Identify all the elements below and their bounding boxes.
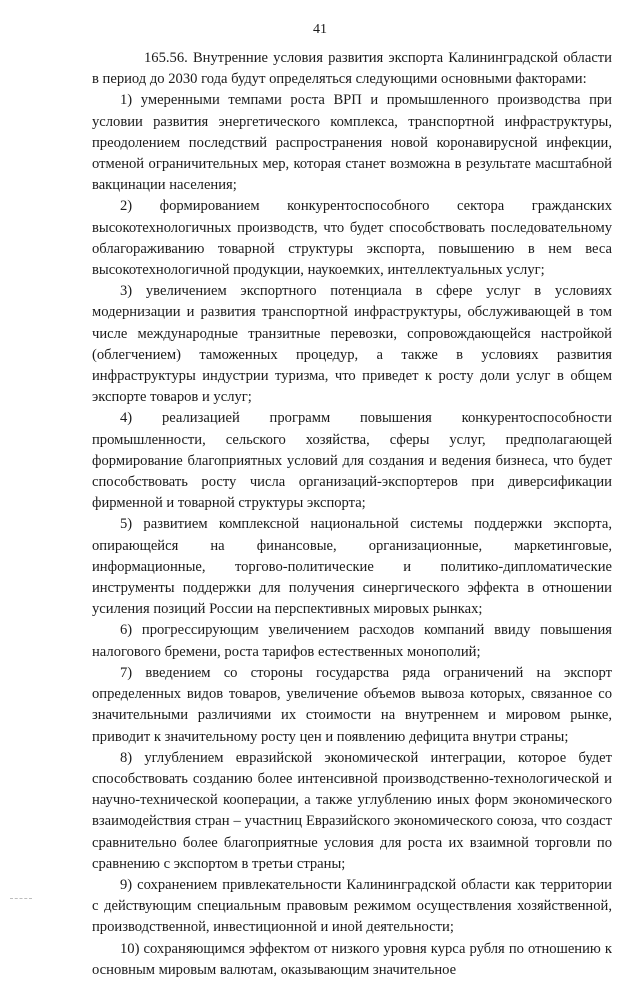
page-number: 41	[313, 22, 327, 37]
list-item-10: 10) сохраняющимся эффектом от низкого уровня курса рубля по отношению к основным мировым валютам, оказывающим значительное	[92, 940, 612, 978]
list-item-6: 6) прогрессирующим увеличением расходов компаний ввиду повышения налогового бремени, роста тарифов естественных монополий;	[92, 622, 612, 660]
list-item-8: 8) углублением евразийской экономической интеграции, которое будет способствовать созданию более интенсивной производственно-технологической и научно-технической кооперации, а также углублению иных форм экономического взаимодействия стран – участниц Евразийского экономического союза, что создаст сравнительно более благоприятные условия для роста их взаимной торговли по сравнению с экспортом в третьи страны;	[92, 749, 612, 872]
list-item-1: 1) умеренными темпами роста ВРП и промышленного производства при условии развития энергетического комплекса, транспортной инфраструктуры, преодолением последствий распространения новой коронавирусной инфекции, отменой ограничительных мер, которая станет возможна в результате масштабной вакцинации населения;	[92, 92, 612, 194]
list-item-2: 2) формированием конкурентоспособного сектора гражданских высокотехнологичных производств, что будет способствовать последовательному облагораживанию товарной структуры экспорта, повышению в нем веса высокотехнологичной продукции, наукоемких, интеллектуальных услуг;	[92, 198, 612, 279]
list-item-5: 5) развитием комплексной национальной системы поддержки экспорта, опирающейся на финансовые, организационные, маркетинговые, информационные, торгово-политические и политико-дипломатические инструменты поддержки для получения синергического эффекта в отношении усиления позиций России на перспективных мировых рынках;	[92, 516, 612, 618]
list-item-4: 4) реализацией программ повышения конкурентоспособности промышленности, сельского хозяйства, сферы услуг, предполагающей формирование благоприятных условий для создания и ведения бизнеса, что будет способствовать росту числа организаций-экспортеров при диверсификации фирменной и товарной структуры экспорта;	[92, 410, 612, 512]
document-body	[92, 48, 612, 981]
list-item-7: 7) введением со стороны государства ряда ограничений на экспорт определенных видов товаров, увеличение объемов вывоза которых, связанное со значительными различиями их стоимости на внутреннем и мировом рынке, приводит к значительному росту цен и появлению дефицита внутри страны;	[92, 664, 612, 745]
scan-edge-mark	[10, 898, 32, 899]
list-item-9: 9) сохранением привлекательности Калининградской области как территории с действующим специальным правовым режимом осуществления хозяйственной, производственной, инвестиционной и иной деятельности;	[92, 876, 612, 936]
paragraph-intro: 165.56. Внутренние условия развития экспорта Калининградской области в период до 2030 года будут определяться следующими основными факторами:	[92, 50, 612, 88]
list-item-3: 3) увеличением экспортного потенциала в сфере услуг в условиях модернизации и развития транспортной инфраструктуры, обслуживающей в том числе международные транзитные перевозки, сопровождающейся настройкой (облегчением) таможенных процедур, а также в условиях развития инфраструктуры индустрии туризма, что приведет к ростy доли услуг в общем экспорте товаров и услуг;	[92, 283, 612, 406]
